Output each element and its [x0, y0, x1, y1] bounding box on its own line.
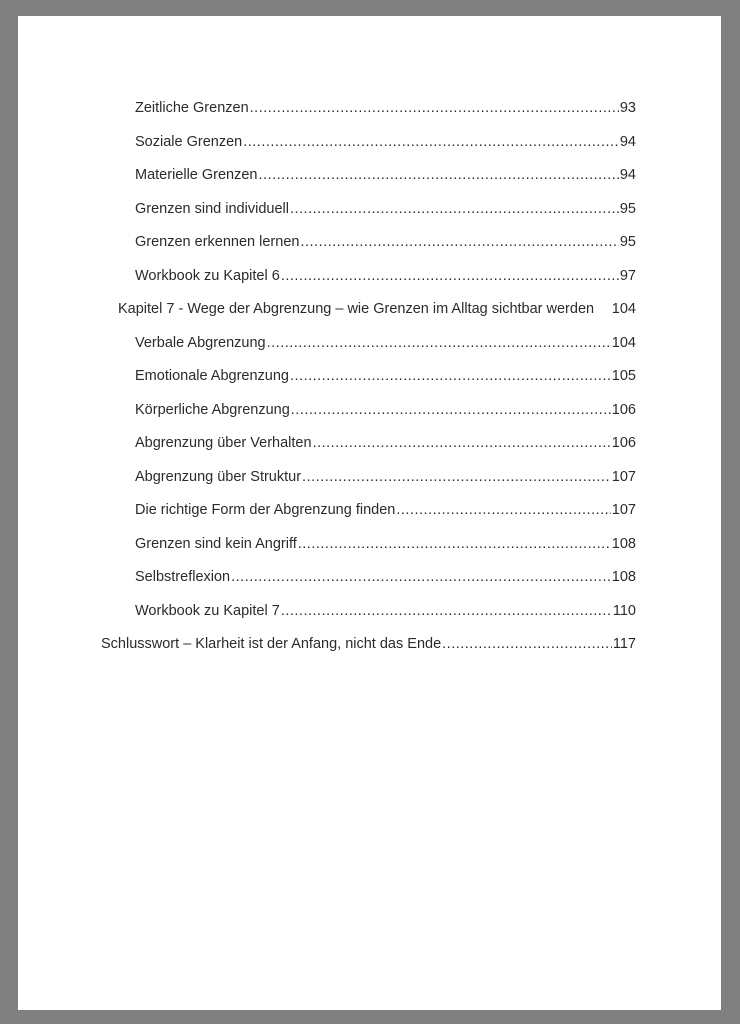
toc-entry[interactable] — [135, 100, 636, 120]
toc-entry-page: 95 — [619, 234, 636, 250]
toc-entry-title: Workbook zu Kapitel 7 — [135, 603, 280, 619]
toc-entry-page: 104 — [611, 335, 636, 351]
toc-entry-title: Materielle Grenzen — [135, 167, 258, 183]
toc-entry-page: 117 — [612, 636, 636, 652]
toc-entry[interactable] — [135, 268, 636, 288]
dot-leader — [396, 502, 610, 518]
dot-leader — [290, 368, 611, 384]
toc-entry-title: Grenzen sind individuell — [135, 201, 289, 217]
toc-entry[interactable] — [135, 335, 636, 355]
toc-entry[interactable] — [135, 603, 636, 623]
toc-entry-page: 106 — [611, 402, 636, 418]
dot-leader — [259, 167, 619, 183]
toc-entry[interactable] — [135, 502, 636, 522]
dot-leader — [291, 402, 611, 418]
toc-entry-title: Grenzen erkennen lernen — [135, 234, 300, 250]
toc-entry-title: Workbook zu Kapitel 6 — [135, 268, 280, 284]
toc-entry-page: 107 — [611, 502, 636, 518]
toc-entry-page: 95 — [619, 201, 636, 217]
toc-entry-title: Die richtige Form der Abgrenzung finden — [135, 502, 396, 518]
dot-leader — [302, 469, 611, 485]
toc-entry-title: Grenzen sind kein Angriff — [135, 536, 297, 552]
toc-entry[interactable] — [135, 167, 636, 187]
toc-entry-page: 106 — [611, 435, 636, 451]
toc-entry[interactable] — [135, 201, 636, 221]
toc-entry-page: 104 — [611, 301, 636, 317]
toc-entry[interactable] — [135, 134, 636, 154]
dot-leader — [290, 201, 619, 217]
toc-entry-title: Abgrenzung über Verhalten — [135, 435, 312, 451]
toc-entry-page: 97 — [619, 268, 636, 284]
toc-entry-page: 94 — [619, 134, 636, 150]
toc-entry[interactable] — [135, 402, 636, 422]
dot-leader — [313, 435, 611, 451]
toc-entry-title: Zeitliche Grenzen — [135, 100, 249, 116]
toc-entry[interactable] — [135, 536, 636, 556]
toc-entry-page: 107 — [611, 469, 636, 485]
toc-entry-title: Soziale Grenzen — [135, 134, 243, 150]
toc-entry-title: Verbale Abgrenzung — [135, 335, 266, 351]
toc-entry-page: 108 — [611, 569, 636, 585]
dot-leader — [231, 569, 611, 585]
toc-entry-chapter[interactable] — [118, 301, 636, 321]
toc-entry-title: Abgrenzung über Struktur — [135, 469, 302, 485]
toc-entry[interactable] — [135, 234, 636, 254]
document-page — [18, 16, 721, 1010]
dot-leader — [300, 234, 618, 250]
dot-leader — [442, 636, 612, 652]
toc-entry[interactable] — [135, 469, 636, 489]
toc-entry-closing[interactable] — [101, 636, 636, 656]
toc-entry-title: Schlusswort – Klarheit ist der Anfang, nicht das Ende — [101, 636, 442, 652]
dot-leader — [243, 134, 619, 150]
toc-entry[interactable] — [135, 569, 636, 589]
toc-entry-title: Körperliche Abgrenzung — [135, 402, 290, 418]
dot-leader — [281, 603, 612, 619]
toc-entry-title: Emotionale Abgrenzung — [135, 368, 289, 384]
toc-entry-title: Kapitel 7 - Wege der Abgrenzung – wie Grenzen im Alltag sichtbar werden — [118, 301, 595, 317]
dot-leader — [281, 268, 619, 284]
toc-entry-page: 93 — [619, 100, 636, 116]
toc-entry-page: 110 — [612, 603, 636, 619]
toc-entry-page: 94 — [619, 167, 636, 183]
dot-leader — [267, 335, 611, 351]
dot-leader — [250, 100, 619, 116]
toc-entry[interactable] — [135, 368, 636, 388]
toc-entry[interactable] — [135, 435, 636, 455]
toc-entry-title: Selbstreflexion — [135, 569, 231, 585]
toc-entry-page: 108 — [611, 536, 636, 552]
dot-leader — [298, 536, 611, 552]
toc-entry-page: 105 — [611, 368, 636, 384]
